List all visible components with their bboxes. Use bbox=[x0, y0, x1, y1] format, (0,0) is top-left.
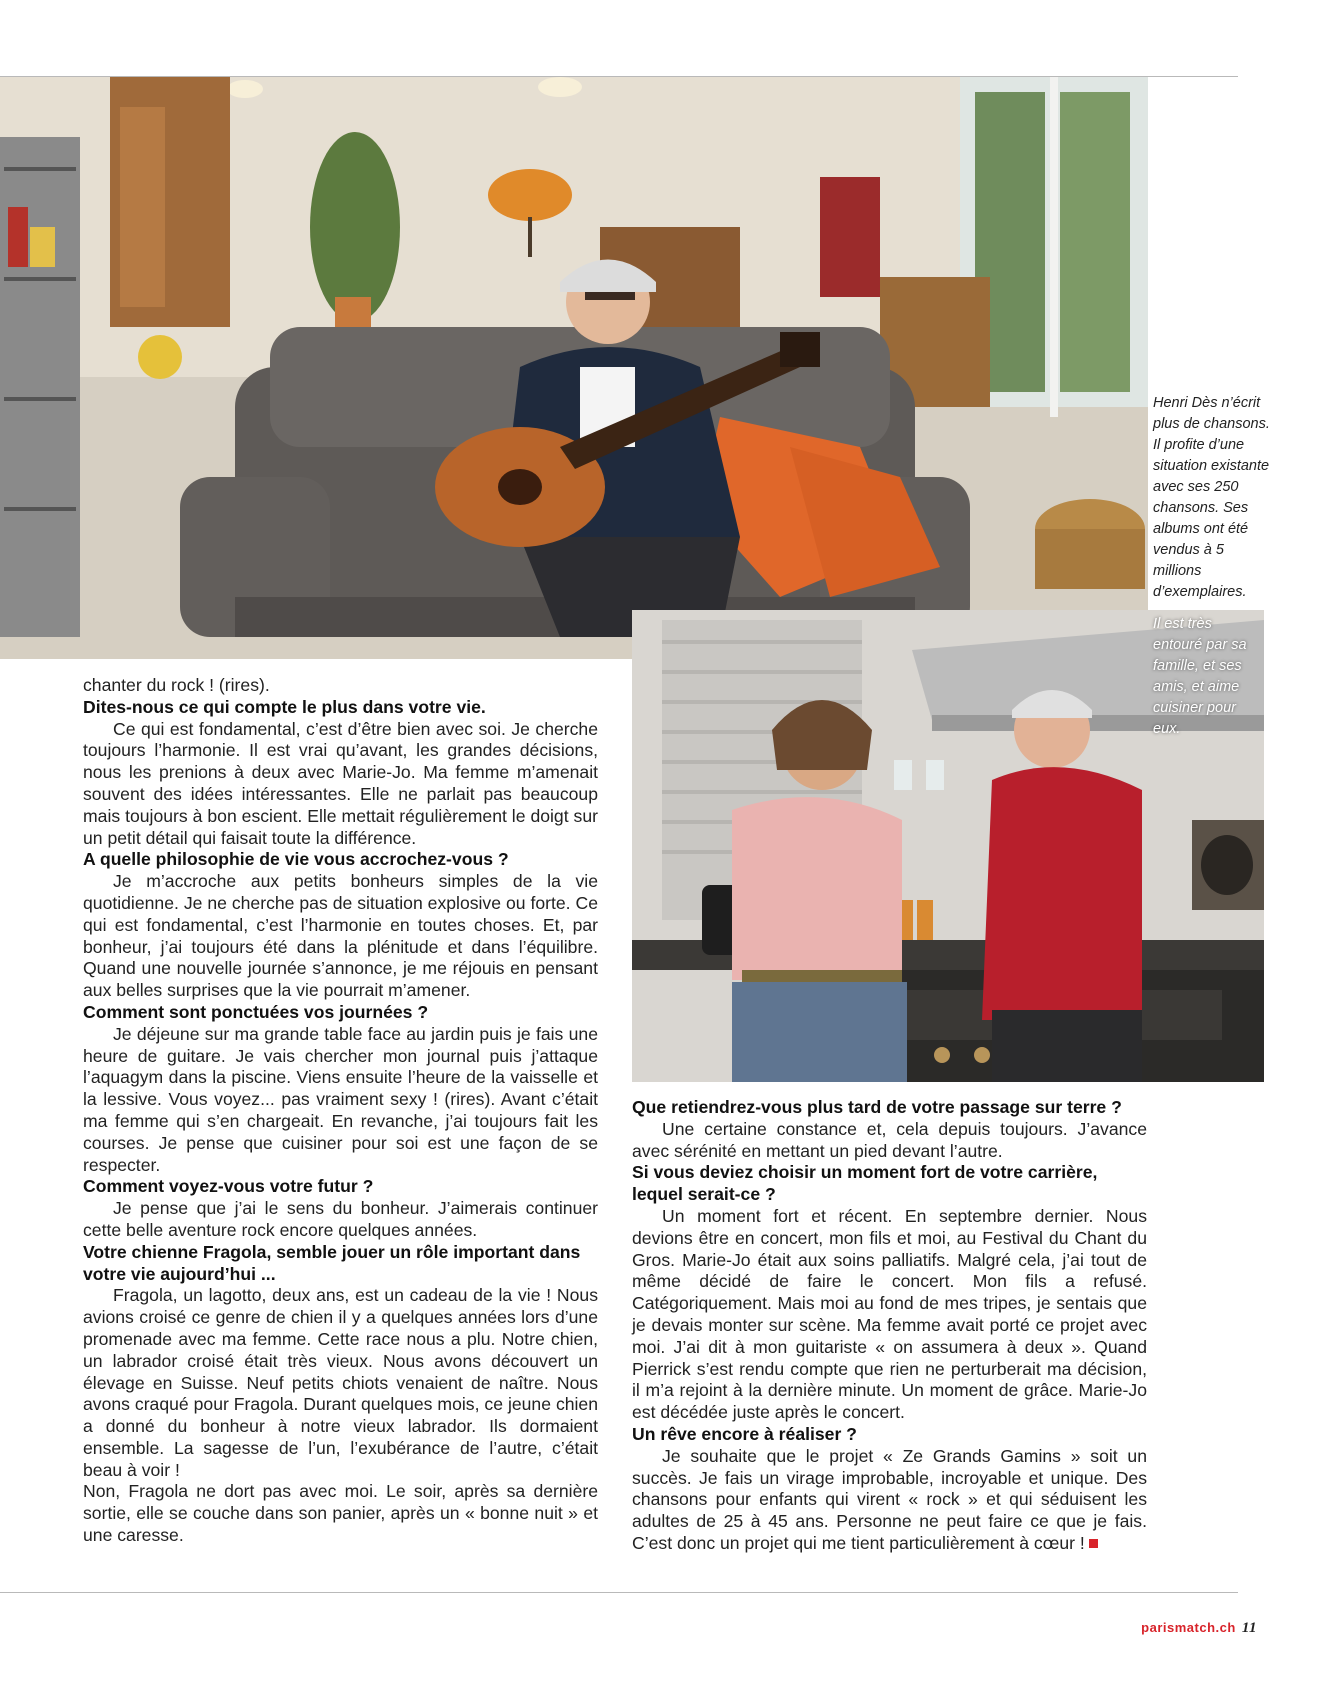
answer-paragraph: Fragola, un lagotto, deux ans, est un cadeau de la vie ! Nous avions croisé ce genre de chien il y a quelques années lors d’une promenade avec ma femme. Cette race nous a plu. Notre chien, un labrador croisé était très vieux. Nous avons découvert un élevage en Suisse. Neuf petits chiots venaient de naître. Nous avons craqué pour Fragola. Durant quelques mois, ce jeune chien a donné du bonheur à notre vieux labrador. Ils dormaient ensemble. La sagesse de l’un, l’exubérance de l’autre, c’était beau à voir ! bbox=[83, 1285, 598, 1480]
page-footer bbox=[1141, 1620, 1257, 1637]
answer-paragraph: Je pense que j’ai le sens du bonheur. J’aimerais continuer cette belle aventure rock encore quelques années. bbox=[83, 1198, 598, 1240]
question-heading: Un rêve encore à réaliser ? bbox=[632, 1423, 857, 1444]
answer-paragraph: Une certaine constance et, cela depuis toujours. J’avance avec sérénité en mettant un pied devant l’autre. bbox=[632, 1118, 1147, 1161]
question-heading: Que retiendrez-vous plus tard de votre passage sur terre ? bbox=[632, 1097, 1122, 1117]
answer-text: Je souhaite que le projet « Ze Grands Gamins » soit un succès. Je fais un virage improbable, incroyable et unique. Des chansons pour enfants qui virent « rock » et qui séduisent les adultes de 25 à 45 ans. Personne ne peut faire ce que je fais. C’est donc un projet qui me tient particulièrement à cœur ! bbox=[632, 1445, 1147, 1553]
answer-paragraph: Un moment fort et récent. En septembre dernier. Nous devions être en concert, mon fils et moi, au Festival du Chant du Gros. Marie-Jo était aux soins palliatifs. Malgré cela, j’ai tout de même décidé de faire le concert. Mon fils a refusé. Catégoriquement. Mais moi au fond de mes tripes, je sentais que je devais monter sur scène. Ma femme avait porté ce projet avec moi. J’ai dit à mon guitariste « on assumera à deux ». Quand Pierrick s’est rendu compte que rien ne perturberait ma décision, il m’a rejoint à la dernière minute. Un moment de grâce. Marie-Jo est décédée juste après le concert. bbox=[632, 1205, 1147, 1423]
paragraph-continuation: chanter du rock ! (rires). bbox=[83, 675, 270, 695]
answer-paragraph: Je m’accroche aux petits bonheurs simples de la vie quotidienne. Je ne cherche pas de situation explosive ou forte. Ce qui est fondamental, c’est l’harmonie en toutes choses. Et, par bonheur, j’ai toujours été dans la plénitude et dans l’équilibre. Quand une nouvelle journée s’annonce, je me réjouis en pensant aux belles surprises que la vie pourrait m’amener. bbox=[83, 871, 598, 1001]
end-mark-icon bbox=[1089, 1539, 1098, 1548]
question-heading: Votre chienne Fragola, semble jouer un rôle important dans votre vie aujourd’hui ... bbox=[83, 1241, 581, 1284]
question-heading: Si vous deviez choisir un moment fort de votre carrière, lequel serait-ce ? bbox=[632, 1162, 1098, 1205]
left-column bbox=[83, 675, 598, 1547]
answer-paragraph: Je déjeune sur ma grande table face au jardin puis je fais une heure de guitare. Je vais chercher mon journal puis j’attaque l’aquagym dans la piscine. Viens ensuite l’heure de la vaisselle et la lessive. Vous voyez... pas vraiment sexy ! (rires). Avant c’était ma femme qui s’en chargeait. En revanche, j’ai toujours fait les courses. Je pense que cuisiner pour soi est une façon de se respecter. bbox=[83, 1023, 598, 1175]
answer-paragraph: Ce qui est fondamental, c’est d’être bien avec soi. Je cherche toujours l’harmonie. Il est vrai qu’avant, les grandes décisions, nous les prenions à deux avec Marie-Jo. Ma femme m’amenait souvent des idées intéressantes. Elle ne parlait pas beaucoup mais toujours à bon escient. Elle mettait régulièrement le doigt sur un petit détail qui faisait toute la différence. bbox=[83, 718, 598, 848]
brand-link[interactable]: parismatch.ch bbox=[1141, 1620, 1236, 1635]
question-heading: Dites-nous ce qui compte le plus dans votre vie. bbox=[83, 696, 486, 717]
answer-paragraph-final bbox=[632, 1446, 1147, 1555]
photo-living-room bbox=[0, 77, 1148, 659]
question-heading: A quelle philosophie de vie vous accrochez-vous ? bbox=[83, 849, 509, 870]
answer-paragraph: Non, Fragola ne dort pas avec moi. Le soir, après sa dernière sortie, elle se couche dans son panier, après un « bonne nuit » et une caresse. bbox=[83, 1481, 598, 1546]
question-heading: Comment sont ponctuées vos journées ? bbox=[83, 1001, 429, 1022]
page-number: 11 bbox=[1241, 1620, 1257, 1636]
caption-kitchen: Il est très entouré par sa famille, et ses amis, et aime cuisiner pour eux. bbox=[1153, 616, 1247, 737]
question-heading: Comment voyez-vous votre futur ? bbox=[83, 1176, 374, 1197]
bottom-rule bbox=[0, 1592, 1238, 1593]
caption-living-room: Henri Dès n’écrit plus de chansons. Il profite d’une situation existante avec ses 250 chansons. Ses albums ont été vendus à 5 millions d’exemplaires. bbox=[1153, 395, 1270, 600]
right-column bbox=[632, 1097, 1147, 1555]
